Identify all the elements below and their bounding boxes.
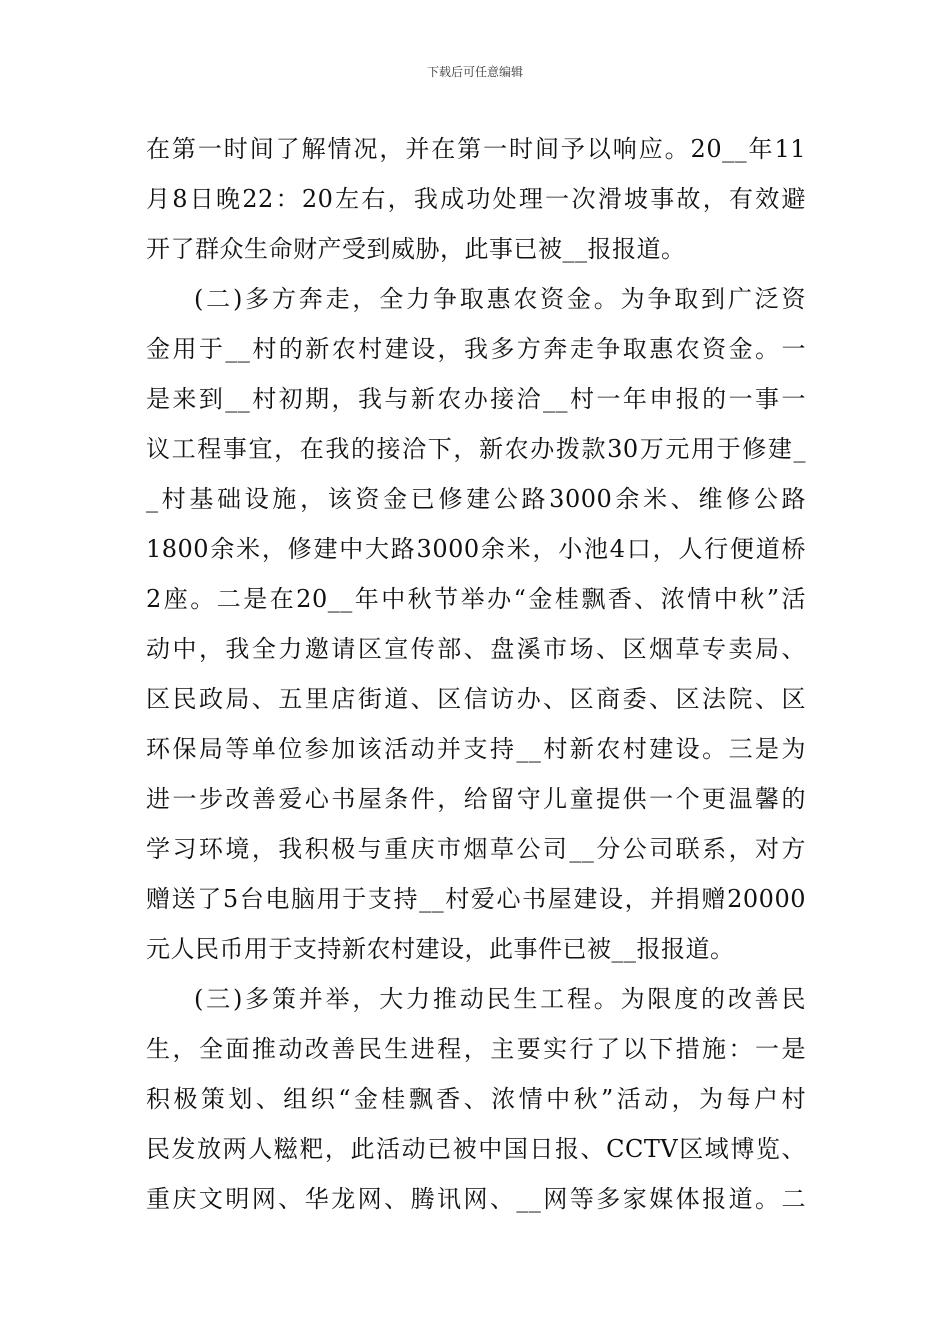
text-line: 1800余米，修建中大路3000余米，小池4口，人行便道桥 xyxy=(146,535,806,563)
text-line: 在第一时间了解情况，并在第一时间予以响应。20__年11 xyxy=(146,135,806,163)
text-line: 赠送了5台电脑用于支持__村爱心书屋建设，并捐赠20000 xyxy=(146,885,806,913)
text-line: 积极策划、组织“金桂飘香、浓情中秋”活动，为每户村 xyxy=(146,1085,806,1113)
text-line: 环保局等单位参加该活动并支持__村新农村建设。三是为 xyxy=(146,735,806,763)
text-line: 民发放两人糍粑，此活动已被中国日报、CCTV区域博览、 xyxy=(146,1135,806,1163)
text-line: 学习环境，我积极与重庆市烟草公司__分公司联系，对方 xyxy=(146,835,806,863)
text-line: 金用于__村的新农村建设，我多方奔走争取惠农资金。一 xyxy=(146,335,806,363)
text-line: 2座。二是在20__年中秋节举办“金桂飘香、浓情中秋”活 xyxy=(146,585,806,613)
document-body xyxy=(146,124,806,1224)
text-line: 议工程事宜，在我的接洽下，新农办拨款30万元用于修建_ xyxy=(146,435,806,463)
text-line: 动中，我全力邀请区宣传部、盘溪市场、区烟草专卖局、 xyxy=(146,635,806,663)
text-line: 重庆文明网、华龙网、腾讯网、__网等多家媒体报道。二 xyxy=(146,1185,806,1213)
text-line: 月8日晚22：20左右，我成功处理一次滑坡事故，有效避 xyxy=(146,185,806,213)
text-line: 进一步改善爱心书屋条件，给留守儿童提供一个更温馨的 xyxy=(146,785,806,813)
text-line: _村基础设施，该资金已修建公路3000余米、维修公路 xyxy=(146,485,806,513)
text-line: 区民政局、五里店街道、区信访办、区商委、区法院、区 xyxy=(146,685,806,713)
text-line: 是来到__村初期，我与新农办接洽__村一年申报的一事一 xyxy=(146,385,806,413)
text-line: 生，全面推动改善民生进程，主要实行了以下措施：一是 xyxy=(146,1035,806,1063)
page-header: 下载后可任意编辑 xyxy=(426,65,523,79)
paragraph-start-line: (二)多方奔走，全力争取惠农资金。为争取到广泛资 xyxy=(194,285,806,313)
text-line: 开了群众生命财产受到威胁，此事已被__报报道。 xyxy=(146,235,686,263)
text-line: 元人民币用于支持新农村建设，此事件已被__报报道。 xyxy=(146,935,735,963)
paragraph-start-line: (三)多策并举，大力推动民生工程。为限度的改善民 xyxy=(194,985,806,1013)
